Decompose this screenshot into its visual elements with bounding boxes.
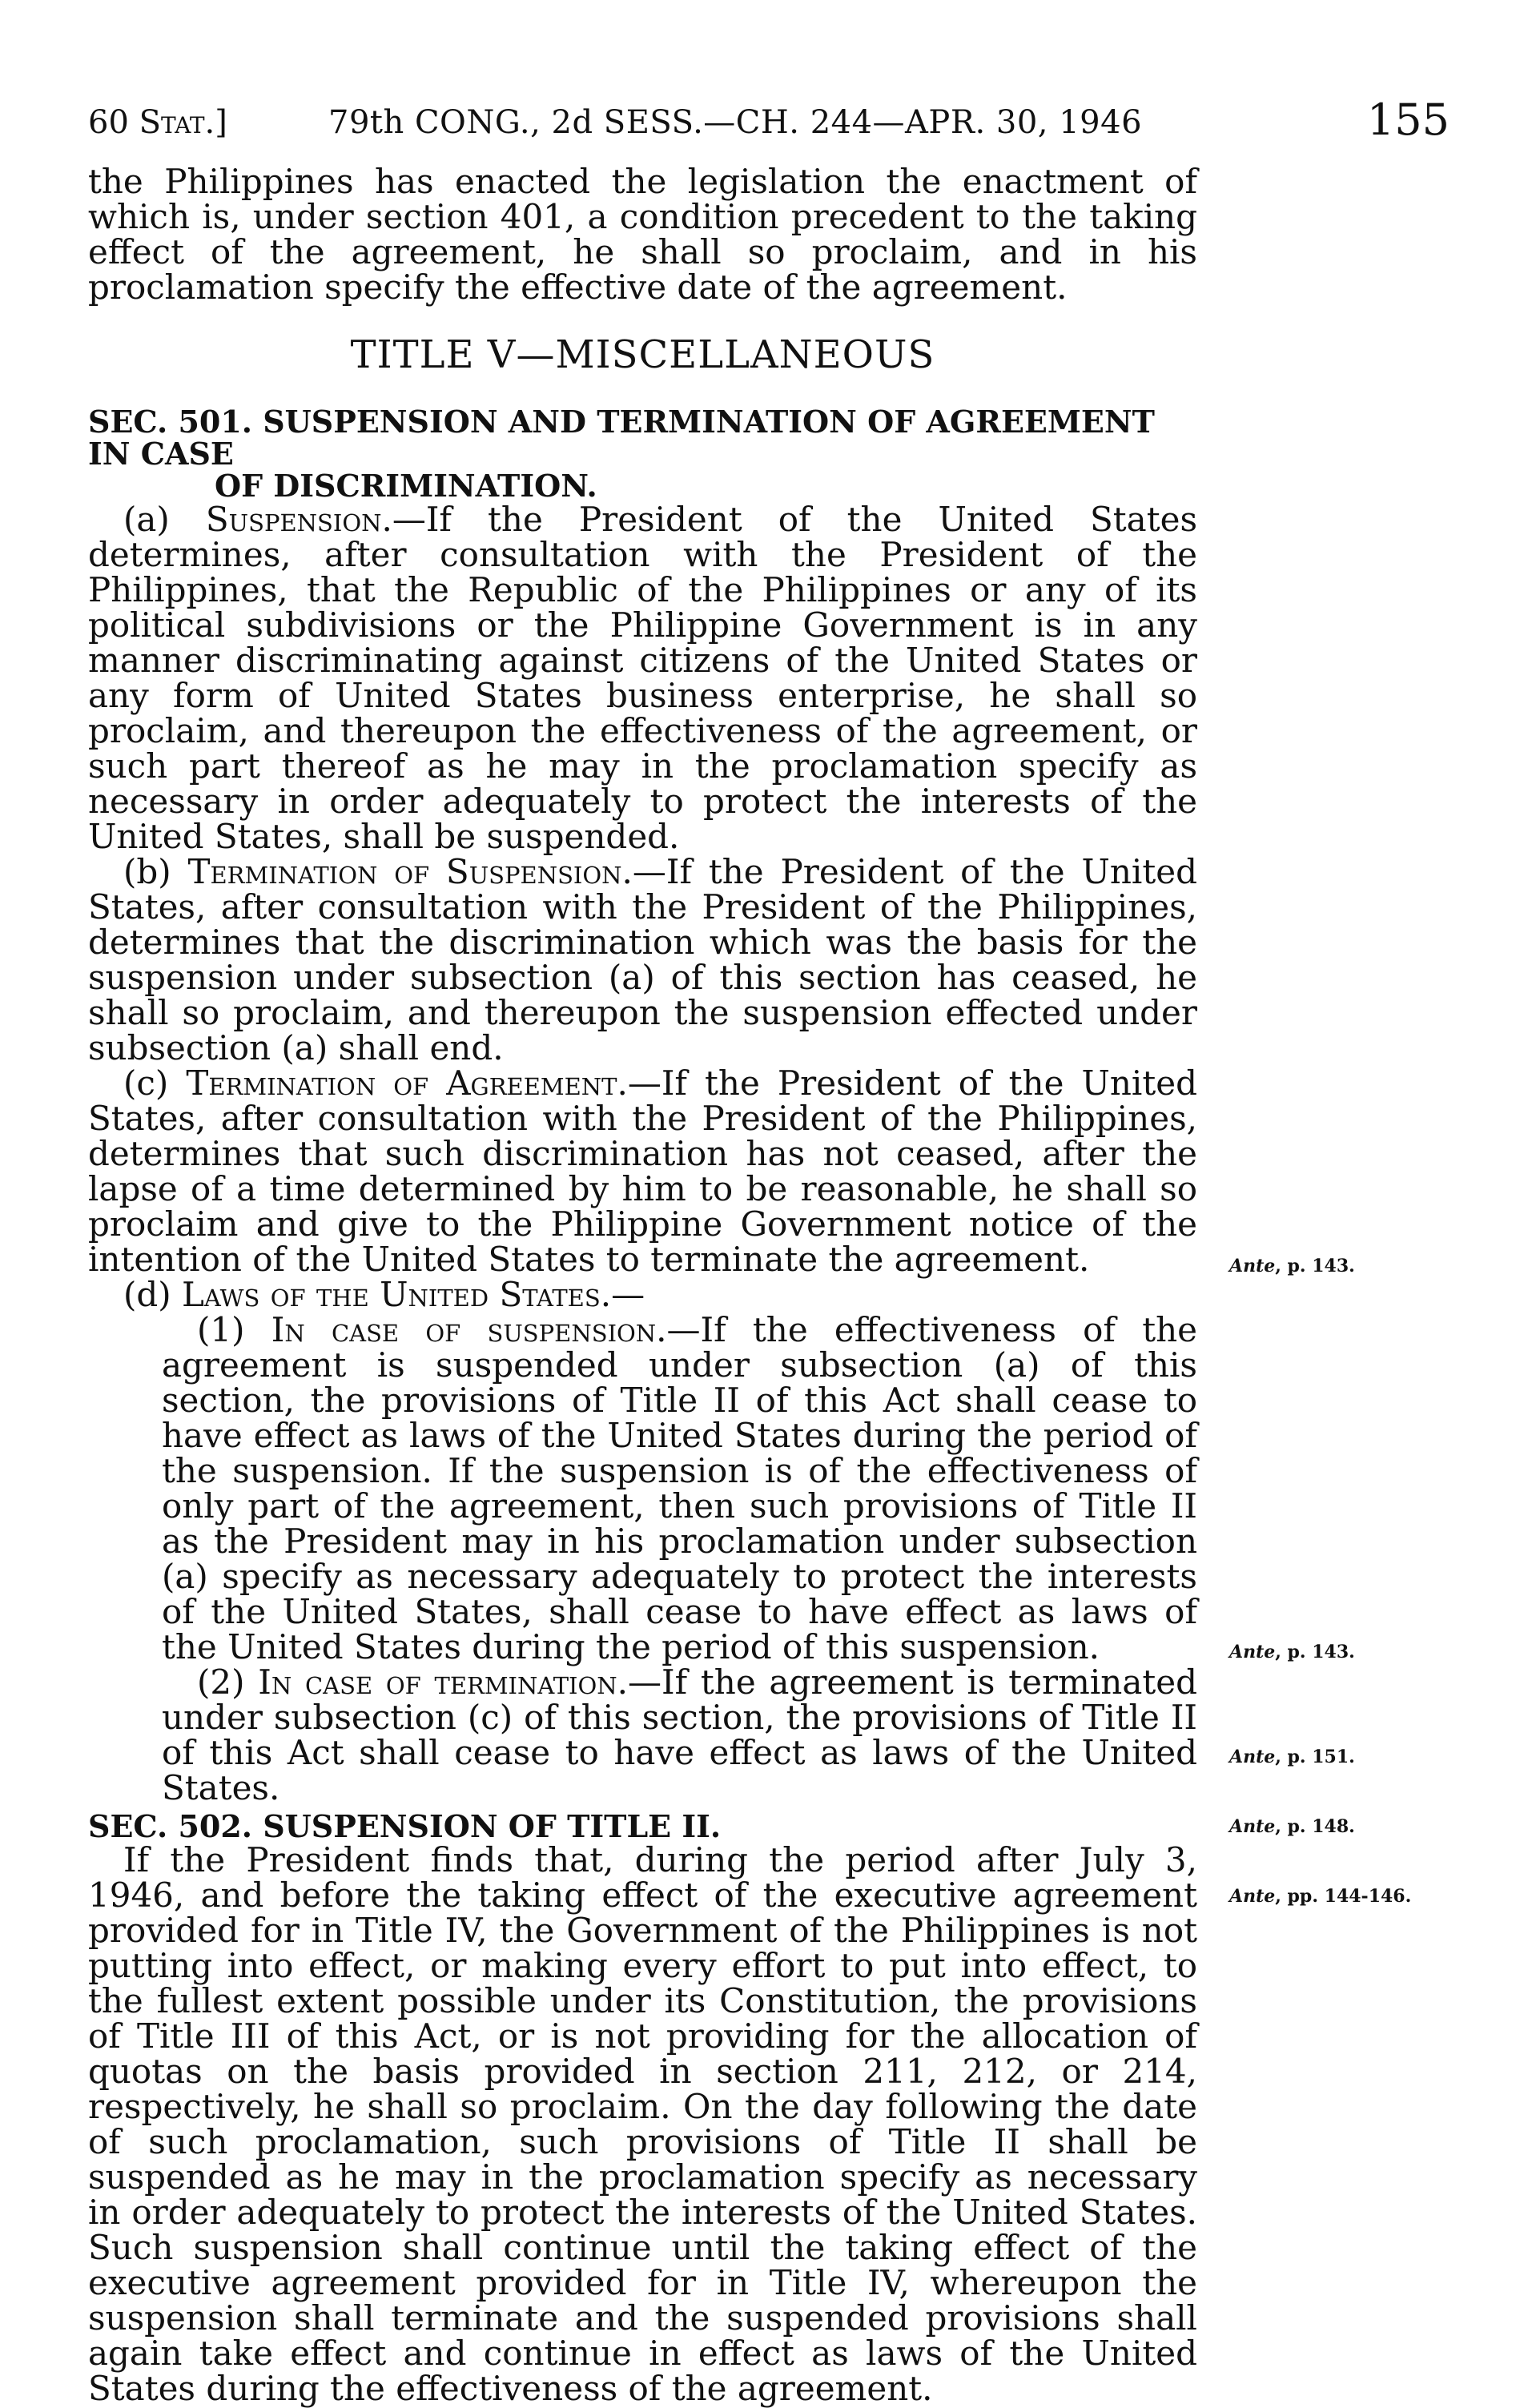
margin-note-ref: , p. 143. [1275, 1642, 1355, 1662]
paragraph-d1-text: —If the effectiveness of the agreement is suspended under subsection (a) of this section, the provisions of Title II of this Act shall cease to have effect as laws of the United States during the period of the suspension. If the suspension is of the effectiveness of only part of the agreement, then such provisions of Title II as the President may in his proclamation under subsection (a) specify as necessary adequately to protect the interests of the United States, shall cease to have effect as laws of the United States during the period of this suspension. [162, 1310, 1197, 1666]
subsection-d [88, 1277, 1197, 1313]
subsection-d-label: (d) [123, 1275, 183, 1314]
subsection-c-label: (c) [123, 1063, 187, 1103]
section-502-heading: SEC. 502. SUSPENSION OF TITLE II. [88, 1808, 722, 1844]
session-chapter-date: 79th CONG., 2d SESS.—CH. 244—APR. 30, 1946 [328, 104, 1143, 141]
paragraph-d2-text: —If the agreement is terminated under subsection (c) of this section, the provisions of Title II of this Act shall cease to have effect as laws of the United States. [162, 1662, 1197, 1807]
subsection-a-label: (a) [123, 500, 206, 539]
section-502-text: If the President finds that, during the period after July 3, 1946, and before the taking effect of the executive agreement provided for in Title IV, the Government of the Philippines is not putting into effect, or making every effort to put into effect, to the fullest extent possible under its Constitution, the provisions of Title III of this Act, or is not providing for the allocation of quotas on the basis provided in section 211, 212, or 214, respectively, he shall so proclaim. On the day following the date of such proclamation, such provisions of Title II shall be suspended as he may in the proclamation specify as necessary in order adequately to protect the interests of the United States. Such suspension shall continue until the taking effect of the executive agreement provided for in Title IV, whereupon the suspension shall terminate and the suspended provisions shall again take effect and continue in effect as laws of the United States during the effectiveness of the agreement. [88, 1840, 1197, 2408]
subsection-b-caption: Termination of Suspension. [187, 852, 633, 891]
subsection-d-text: — [611, 1275, 645, 1314]
section-501-heading-line2: OF DISCRIMINATION. [215, 468, 597, 504]
margin-notes [1229, 0, 1502, 2330]
paragraph-d2 [88, 1662, 1197, 1807]
subsection-a [88, 502, 1197, 854]
margin-note [1229, 1747, 1355, 1767]
subsection-c-caption: Termination of Agreement. [186, 1063, 628, 1103]
margin-note [1229, 1886, 1411, 1907]
margin-note [1229, 1642, 1355, 1662]
paragraph-d2-caption: In case of termination. [258, 1662, 629, 1702]
margin-note-ante: Ante [1229, 1747, 1276, 1767]
subsection-c-text: —If the President of the United States, after consultation with the President of the Philippines, determines that such discrimination has not ceased, after the lapse of a time determined by him to be reasonable, he shall so proclaim and give to the Philippine Government notice of the intention of the United States to terminate the agreement. [88, 1063, 1197, 1279]
margin-note-ante: Ante [1229, 1642, 1276, 1662]
margin-note [1229, 1256, 1355, 1276]
margin-note-ante: Ante [1229, 1816, 1276, 1837]
title-heading: TITLE V—MISCELLANEOUS [350, 332, 935, 377]
main-text [88, 164, 1197, 2406]
margin-note [1229, 1816, 1355, 1837]
intro-paragraph: the Philippines has enacted the legislation the enactment of which is, under section 401, a condition precedent to the taking effect of the agreement, he shall so proclaim, and in his proclamation specify the effective date of the agreement. [88, 162, 1197, 307]
section-501-heading-line1: SEC. 501. SUSPENSION AND TERMINATION OF AGREEMENT IN CASE [88, 404, 1155, 472]
subsection-a-text: —If the President of the United States determines, after consultation with the President of the Philippines, that the Republic of the Philippines or any of its political subdivisions or the Philippine Government is in any manner discriminating against citizens of the United States or any form of United States business enterprise, he shall so proclaim, and thereupon the effectiveness of the agreement, or such part thereof as he may in the proclamation specify as necessary in order adequately to protect the interests of the United States, shall be suspended. [88, 500, 1197, 856]
margin-note-ref: , p. 151. [1275, 1747, 1355, 1767]
subsection-a-caption: Suspension. [205, 500, 392, 539]
margin-note-ref: , p. 148. [1275, 1816, 1355, 1837]
margin-note-ref: , pp. 144-146. [1275, 1886, 1412, 1907]
paragraph-d2-label: (2) [197, 1662, 259, 1702]
subsection-c [88, 1063, 1197, 1279]
section-501-heading [88, 406, 1197, 502]
page-number: 155 [1366, 94, 1450, 145]
paragraph-d1-label: (1) [197, 1310, 271, 1349]
margin-note-ante: Ante [1229, 1256, 1276, 1276]
subsection-b-label: (b) [123, 852, 188, 891]
paragraph-d1-caption: In case of suspension. [271, 1310, 667, 1349]
volume-citation: 60 Stat.] [88, 104, 227, 141]
subsection-d-caption: Laws of the United States. [182, 1275, 612, 1314]
margin-note-ante: Ante [1229, 1886, 1276, 1907]
subsection-b-text: —If the President of the United States, after consultation with the President of the Philippines, determines that the discrimination which was the basis for the suspension under subsection (a) of this section has ceased, he shall so proclaim, and thereupon the suspension effected under subsection (a) shall end. [88, 852, 1197, 1067]
subsection-b [88, 854, 1197, 1066]
paragraph-d1 [88, 1310, 1197, 1666]
margin-note-ref: , p. 143. [1275, 1256, 1355, 1276]
